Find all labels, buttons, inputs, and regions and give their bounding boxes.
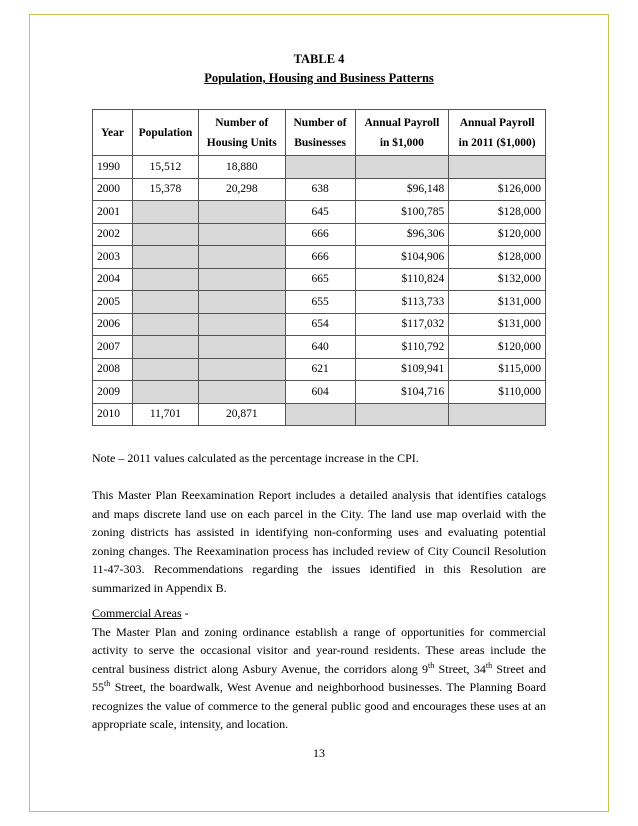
reexamination-paragraph: This Master Plan Reexamination Report includes a detailed analysis that identifies catalogs and maps discrete land use on each parcel in the City. The land use map overlaid with the zoning districts has assisted in identifying non-conforming uses and evaluating potential zoning changes. The Reexamination process has included review of City Council Resolution 11-47-303. Recommendations regarding the issues identified in this Resolution are summarized in Appendix B. <box>92 488 546 595</box>
heading-suffix: - <box>181 606 189 620</box>
cell-year: 2000 <box>93 178 133 201</box>
cell-population <box>132 336 198 359</box>
cell-payroll-2011 <box>449 156 546 179</box>
cell-housing: 20,298 <box>198 178 285 201</box>
cell-payroll-2011: $120,000 <box>449 336 546 359</box>
cell-payroll-2011: $131,000 <box>449 291 546 314</box>
cell-payroll: $110,792 <box>355 336 449 359</box>
cell-payroll-2011: $131,000 <box>449 313 546 336</box>
cell-housing <box>198 268 285 291</box>
cell-payroll-2011: $115,000 <box>449 358 546 381</box>
header-annual-payroll: Annual Payroll in $1,000 <box>355 110 449 156</box>
cell-population <box>132 223 198 246</box>
cell-businesses: 655 <box>285 291 355 314</box>
table-row <box>93 268 546 291</box>
table-row <box>93 291 546 314</box>
cell-population <box>132 268 198 291</box>
cell-year: 2008 <box>93 358 133 381</box>
cell-year: 2006 <box>93 313 133 336</box>
table-row <box>93 403 546 426</box>
cell-year: 2010 <box>93 403 133 426</box>
cell-housing <box>198 223 285 246</box>
cell-businesses <box>285 156 355 179</box>
cell-housing: 18,880 <box>198 156 285 179</box>
cell-payroll: $96,306 <box>355 223 449 246</box>
cell-year: 2007 <box>93 336 133 359</box>
commercial-areas-body: The Master Plan and zoning ordinance establish a range of opportunities for commercial activity to serve the occasional visitor and year-round residents. These areas include the central business district along Asbury Avenue, the corridors along 9th Street, 34th Street and 55th Street, the boardwalk, West Avenue and neighborhood businesses. The Planning Board recognizes the value of commerce to the general public good and encourages these uses at an appropriate scale, intensity, and location. <box>92 624 546 731</box>
cell-payroll: $113,733 <box>355 291 449 314</box>
table-row <box>93 156 546 179</box>
cell-payroll-2011: $120,000 <box>449 223 546 246</box>
cell-payroll <box>355 156 449 179</box>
cell-payroll-2011: $110,000 <box>449 381 546 404</box>
cell-businesses: 638 <box>285 178 355 201</box>
cell-businesses: 621 <box>285 358 355 381</box>
cell-payroll <box>355 403 449 426</box>
table-row <box>93 178 546 201</box>
cell-population <box>132 201 198 224</box>
cell-businesses: 666 <box>285 223 355 246</box>
table-row <box>93 313 546 336</box>
cell-population <box>132 358 198 381</box>
cell-population: 15,512 <box>132 156 198 179</box>
cell-payroll: $100,785 <box>355 201 449 224</box>
header-housing-units: Number of Housing Units <box>198 110 285 156</box>
cell-population <box>132 291 198 314</box>
cell-year: 1990 <box>93 156 133 179</box>
cell-businesses: 654 <box>285 313 355 336</box>
page-number: 13 <box>313 746 325 760</box>
header-businesses: Number of Businesses <box>285 110 355 156</box>
cell-year: 2003 <box>93 246 133 269</box>
cell-payroll: $104,716 <box>355 381 449 404</box>
cell-population <box>132 313 198 336</box>
cell-housing <box>198 336 285 359</box>
cell-payroll: $110,824 <box>355 268 449 291</box>
cell-year: 2004 <box>93 268 133 291</box>
cell-year: 2009 <box>93 381 133 404</box>
cell-housing <box>198 313 285 336</box>
cell-housing <box>198 291 285 314</box>
table-header-row <box>93 110 546 156</box>
header-annual-payroll-2011: Annual Payroll in 2011 ($1,000) <box>449 110 546 156</box>
cell-businesses <box>285 403 355 426</box>
cell-payroll: $104,906 <box>355 246 449 269</box>
cell-payroll-2011: $128,000 <box>449 246 546 269</box>
cell-population: 15,378 <box>132 178 198 201</box>
table-row <box>93 201 546 224</box>
cell-year: 2005 <box>93 291 133 314</box>
cell-payroll-2011 <box>449 403 546 426</box>
cell-payroll: $96,148 <box>355 178 449 201</box>
table-row <box>93 358 546 381</box>
cell-housing <box>198 358 285 381</box>
cell-housing <box>198 246 285 269</box>
commercial-areas-heading: Commercial Areas <box>92 606 182 620</box>
cell-housing <box>198 381 285 404</box>
cell-population: 11,701 <box>132 403 198 426</box>
table-row <box>93 246 546 269</box>
cell-payroll: $109,941 <box>355 358 449 381</box>
cell-population <box>132 246 198 269</box>
cell-businesses: 665 <box>285 268 355 291</box>
header-year: Year <box>93 110 133 156</box>
cell-businesses: 645 <box>285 201 355 224</box>
cell-businesses: 604 <box>285 381 355 404</box>
table-row <box>93 336 546 359</box>
commercial-areas-heading-line <box>92 604 546 623</box>
header-population: Population <box>132 110 198 156</box>
cell-businesses: 640 <box>285 336 355 359</box>
table-note: Note – 2011 values calculated as the percentage increase in the CPI. <box>92 451 419 465</box>
table-title: TABLE 4 <box>293 52 345 66</box>
table-row <box>93 223 546 246</box>
population-housing-table <box>92 109 546 426</box>
cell-payroll-2011: $128,000 <box>449 201 546 224</box>
cell-housing: 20,871 <box>198 403 285 426</box>
table-row <box>93 381 546 404</box>
cell-payroll: $117,032 <box>355 313 449 336</box>
cell-payroll-2011: $132,000 <box>449 268 546 291</box>
cell-year: 2001 <box>93 201 133 224</box>
commercial-areas-section <box>92 604 546 734</box>
table-subtitle: Population, Housing and Business Patterns <box>204 71 434 85</box>
cell-payroll-2011: $126,000 <box>449 178 546 201</box>
cell-businesses: 666 <box>285 246 355 269</box>
cell-housing <box>198 201 285 224</box>
cell-year: 2002 <box>93 223 133 246</box>
cell-population <box>132 381 198 404</box>
